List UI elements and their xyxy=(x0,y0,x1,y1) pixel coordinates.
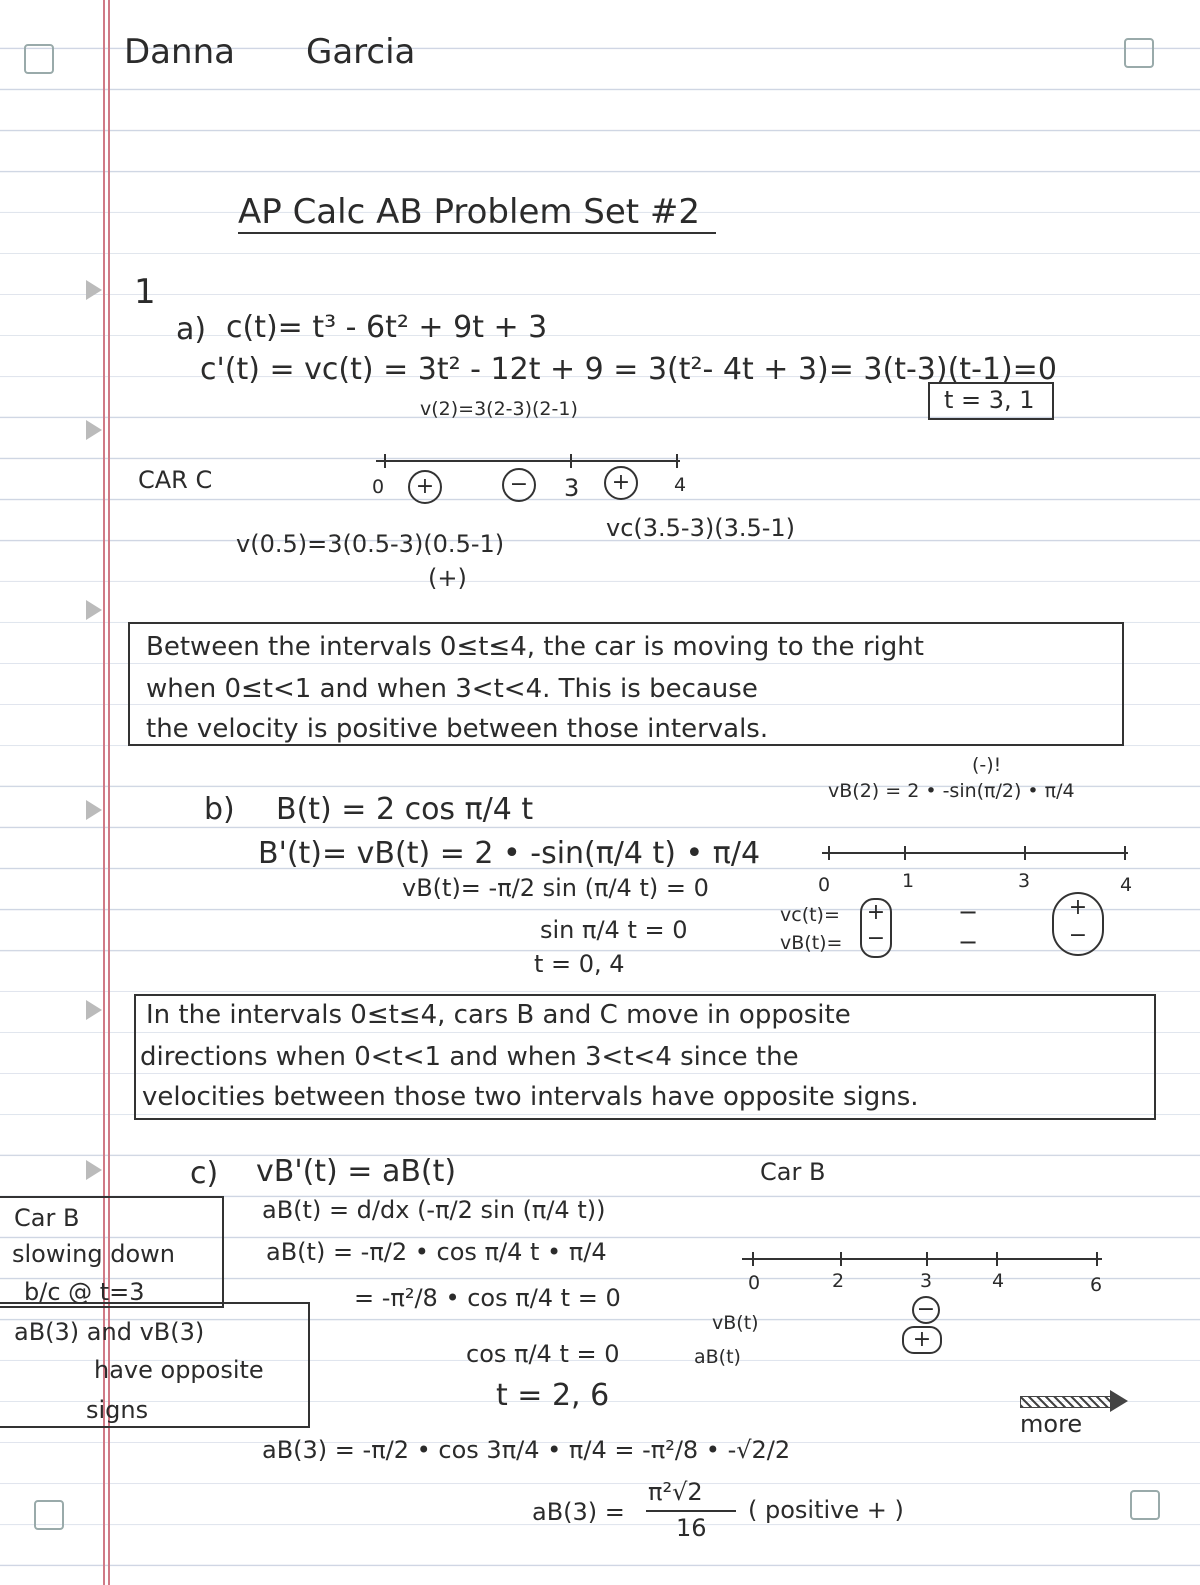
result-lhs: aB(3) = xyxy=(532,1498,625,1526)
tick xyxy=(926,1252,928,1266)
row-label-vb: vB(t)= xyxy=(780,932,843,954)
tick xyxy=(752,1252,754,1266)
binder-hole xyxy=(1124,38,1154,68)
result-denominator: 16 xyxy=(676,1514,707,1542)
part-a-test-v05: v(0.5)=3(0.5-3)(0.5-1) xyxy=(236,530,505,558)
tick-label: 4 xyxy=(674,474,687,496)
part-c-line4: = -π²/8 • cos π/4 t = 0 xyxy=(354,1284,621,1312)
part-a-test-v05-sign: (+) xyxy=(428,564,467,592)
part-b-line5: t = 0, 4 xyxy=(534,950,625,978)
part-b-label: b) xyxy=(204,792,235,827)
part-b-side-eq: vB(2) = 2 • -sin(π/2) • π/4 xyxy=(828,780,1075,802)
answer-a-line1: Between the intervals 0≤t≤4, the car is moving to the right xyxy=(146,632,924,662)
part-a-test-v35: vc(3.5-3)(3.5-1) xyxy=(606,514,796,542)
tick xyxy=(828,846,830,860)
question-number: 1 xyxy=(134,272,156,312)
number-line-b xyxy=(822,852,1128,854)
part-b-line2: B'(t)= vB(t) = 2 • -sin(π/4 t) • π/4 xyxy=(258,836,761,871)
tick-label: 0 xyxy=(818,874,831,896)
margin-arrow xyxy=(86,1160,102,1180)
binder-hole xyxy=(1130,1490,1160,1520)
last-name: Garcia xyxy=(306,32,416,72)
number-line-c xyxy=(742,1258,1102,1260)
tick xyxy=(996,1252,998,1266)
answer-b-line3: velocities between those two intervals have opposite signs. xyxy=(142,1082,919,1112)
result-numerator: π²√2 xyxy=(648,1478,703,1506)
car-c-label: CAR C xyxy=(138,466,213,494)
margin-arrow xyxy=(86,1000,102,1020)
tick-label: 0 xyxy=(748,1272,761,1294)
margin-arrow xyxy=(86,600,102,620)
tick xyxy=(1124,846,1126,860)
tick xyxy=(570,454,572,468)
tick-label: 6 xyxy=(1090,1274,1103,1296)
part-a-test-v2: v(2)=3(2-3)(2-1) xyxy=(420,398,578,420)
part-c-line2: aB(t) = d/dx (-π/2 sin (π/4 t)) xyxy=(262,1196,606,1224)
fraction-bar xyxy=(646,1510,736,1512)
part-a-label: a) xyxy=(176,312,207,347)
part-c-line3: aB(t) = -π/2 • cos π/4 t • π/4 xyxy=(266,1238,607,1266)
part-c-line7: aB(3) = -π/2 • cos 3π/4 • π/4 = -π²/8 • -√2/2 xyxy=(262,1436,791,1464)
title-underline xyxy=(238,232,716,234)
page-title: AP Calc AB Problem Set #2 xyxy=(238,192,701,232)
part-c-line5: cos π/4 t = 0 xyxy=(466,1340,620,1368)
part-c-line1: vB'(t) = aB(t) xyxy=(256,1154,457,1189)
roots: t = 3, 1 xyxy=(944,386,1035,414)
tick xyxy=(904,846,906,860)
tick-label: 3 xyxy=(1018,870,1031,892)
side-note-line: Car B xyxy=(14,1204,80,1232)
sign-negative: − xyxy=(912,1296,940,1324)
answer-a-line2: when 0≤t<1 and when 3<t<4. This is because xyxy=(146,674,758,704)
number-line-a xyxy=(376,460,680,462)
tick-label: 0 xyxy=(372,476,385,498)
tick xyxy=(676,454,678,468)
sign-negative: − xyxy=(502,468,536,502)
margin-arrow xyxy=(86,280,102,300)
tick xyxy=(840,1252,842,1266)
roots-box xyxy=(928,382,1054,420)
tick xyxy=(384,454,386,468)
tick xyxy=(1096,1252,1098,1266)
tick-label: 2 xyxy=(832,1270,845,1292)
answer-a-line3: the velocity is positive between those intervals. xyxy=(146,714,769,744)
part-a-line1: c(t)= t³ - 6t² + 9t + 3 xyxy=(226,310,548,345)
result-note: ( positive + ) xyxy=(748,1496,904,1524)
sign-positive: + xyxy=(902,1326,942,1354)
side-note-line: signs xyxy=(86,1396,149,1424)
answer-b-line1: In the intervals 0≤t≤4, cars B and C move in opposite xyxy=(146,1000,851,1030)
row-label-ab: aB(t) xyxy=(694,1346,741,1368)
part-c-label: c) xyxy=(190,1156,219,1191)
sign-dash: − xyxy=(958,898,979,926)
arrow-head-icon xyxy=(1110,1390,1128,1412)
tick-label: 4 xyxy=(1120,874,1133,896)
part-b-line1: B(t) = 2 cos π/4 t xyxy=(276,792,534,827)
row-label-vc: vc(t)= xyxy=(780,904,840,926)
part-a-line2: c'(t) = vc(t) = 3t² - 12t + 9 = 3(t²- 4t + 3)= 3(t-3)(t-1)=0 xyxy=(200,352,1057,387)
first-name: Danna xyxy=(124,32,235,72)
margin-arrow xyxy=(86,800,102,820)
binder-hole xyxy=(24,44,54,74)
tick xyxy=(1024,846,1026,860)
side-note-line: aB(3) and vB(3) xyxy=(14,1318,205,1346)
part-b-line4: sin π/4 t = 0 xyxy=(540,916,688,944)
part-b-side-note: (-)! xyxy=(972,754,1002,776)
tick-label: 4 xyxy=(992,1270,1005,1292)
tick-label: 3 xyxy=(920,1270,933,1292)
answer-b-line2: directions when 0<t<1 and when 3<t<4 since the xyxy=(140,1042,799,1072)
sign-positive: + xyxy=(604,466,638,500)
margin-arrow xyxy=(86,420,102,440)
part-c-line6: t = 2, 6 xyxy=(496,1378,610,1413)
side-note-line: slowing down xyxy=(12,1240,175,1268)
side-note-line: b/c @ t=3 xyxy=(24,1278,145,1306)
row-label-vb: vB(t) xyxy=(712,1312,759,1334)
tick-label: 3 xyxy=(564,474,580,502)
arrow-icon xyxy=(1020,1396,1112,1408)
part-b-line3: vB(t)= -π/2 sin (π/4 t) = 0 xyxy=(402,874,709,902)
more-note: more xyxy=(1020,1410,1083,1438)
car-b-label: Car B xyxy=(760,1158,826,1186)
tick-label: 1 xyxy=(902,870,915,892)
sign-pair-circle: + − xyxy=(1052,892,1104,956)
side-note-line: have opposite xyxy=(94,1356,264,1384)
binder-hole xyxy=(34,1500,64,1530)
sign-pair-circle: + − xyxy=(860,898,892,958)
sign-dash: − xyxy=(958,928,979,956)
sign-positive: + xyxy=(408,470,442,504)
